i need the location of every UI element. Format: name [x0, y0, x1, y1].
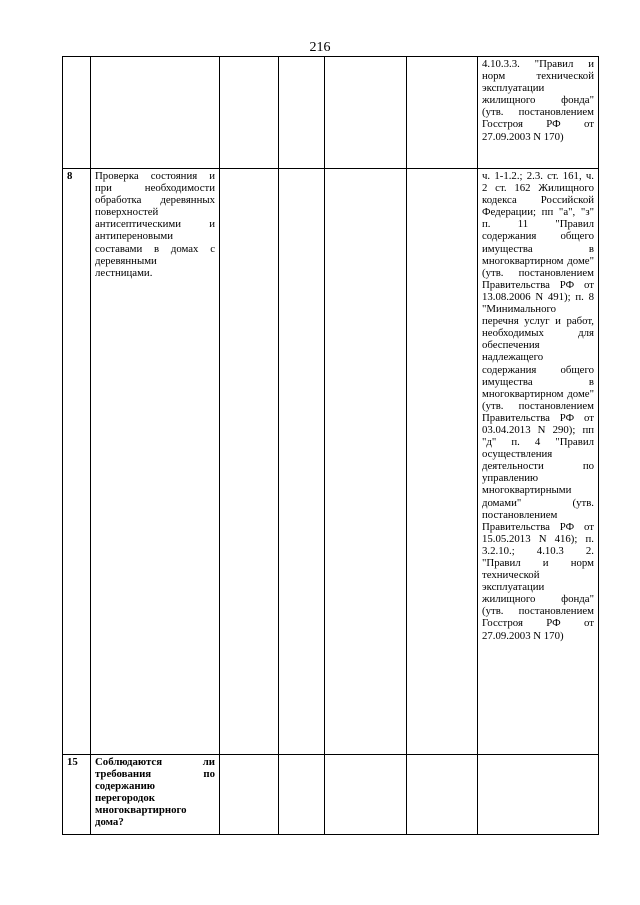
empty-cell	[279, 755, 325, 835]
empty-cell	[279, 57, 325, 169]
empty-cell	[407, 169, 478, 755]
legal-basis-cell	[478, 755, 599, 835]
row-number-cell	[63, 57, 91, 169]
checklist-table	[62, 56, 599, 835]
table-row	[63, 755, 599, 835]
empty-cell	[325, 57, 407, 169]
empty-cell	[279, 169, 325, 755]
empty-cell	[220, 169, 279, 755]
requirement-cell: Проверка состояния и при необходимости обработка деревянных поверхностей антисептическими и антипереновыми составами в домах с деревянными лестницами.	[91, 169, 220, 755]
requirement-cell	[91, 57, 220, 169]
empty-cell	[325, 169, 407, 755]
empty-cell	[325, 755, 407, 835]
empty-cell	[220, 755, 279, 835]
legal-basis-cell: ч. 1-1.2.; 2.3. ст. 161, ч. 2 ст. 162 Жилищного кодекса Российской Федерации; пп "а", "з" п. 11 "Правил содержания общего имущества в многоквартирном доме" (утв. постановлением Правительства РФ от 13.08.2006 N 491); п. 8 "Минимального перечня услуг и работ, необходимых для обеспечения надлежащего содержания общего имущества в многоквартирном доме" (утв. постановлением Правительства РФ от 03.04.2013 N 290); пп "д" п. 4 "Правил осуществления деятельности по управлению многоквартирными домами" (утв. постановлением Правительства РФ от 15.05.2013 N 416); п. 3.2.10.; 4.10.3 2. "Правил и норм технической эксплуатации жилищного фонда" (утв. постановлением Госстроя РФ от 27.09.2003 N 170)	[478, 169, 599, 755]
table-row	[63, 169, 599, 755]
empty-cell	[407, 57, 478, 169]
row-number-cell: 15	[63, 755, 91, 835]
table-row	[63, 57, 599, 169]
empty-cell	[407, 755, 478, 835]
row-number-cell: 8	[63, 169, 91, 755]
legal-basis-cell: 4.10.3.3. "Правил и норм технической эксплуатации жилищного фонда" (утв. постановлением Госстроя РФ от 27.09.2003 N 170)	[478, 57, 599, 169]
empty-cell	[220, 57, 279, 169]
page-number: 216	[309, 40, 331, 55]
requirement-cell: Соблюдаются ли требования по содержанию перегородок многоквартирного дома?	[91, 755, 220, 835]
